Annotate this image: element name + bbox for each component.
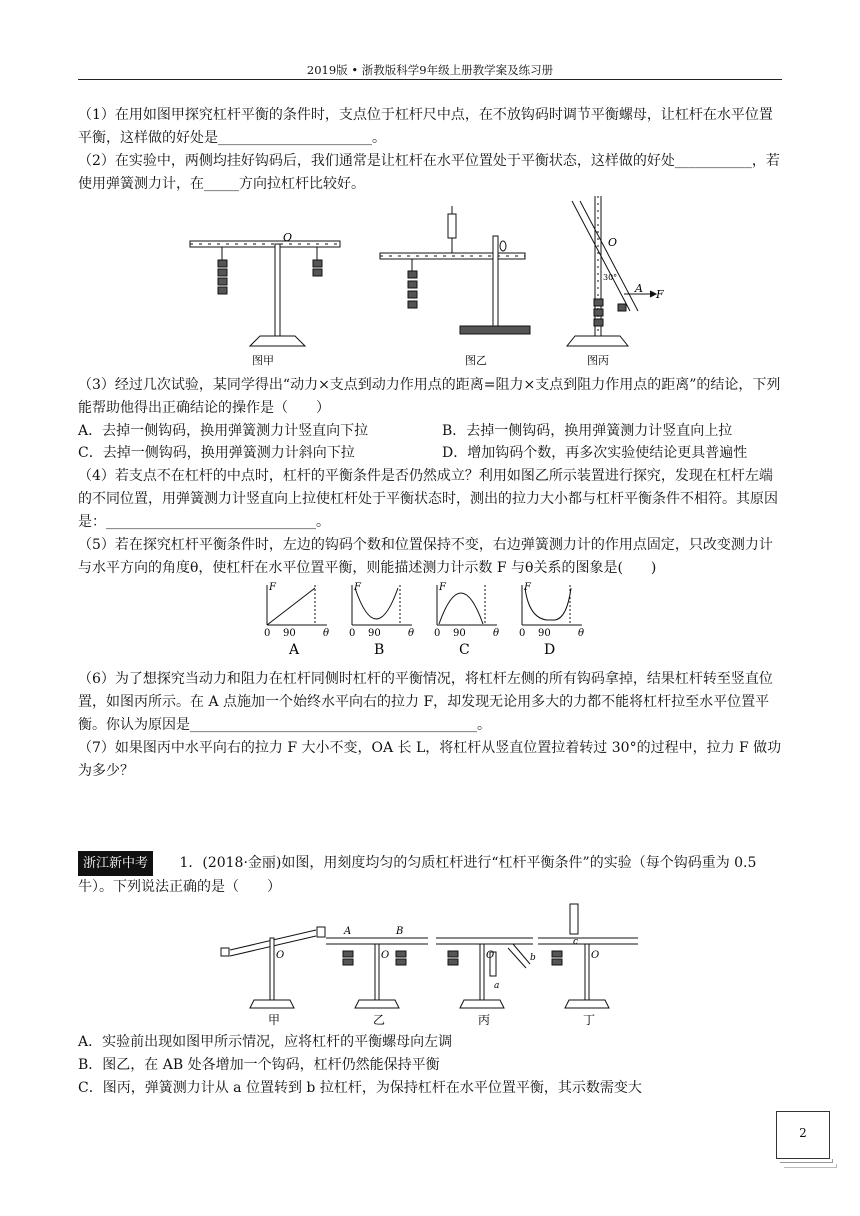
fig-bing-point-a: A bbox=[635, 282, 643, 295]
figure-yi bbox=[380, 206, 530, 334]
section-2-option-a: A．实验前出现如图甲所示情况，应将杠杆的平衡螺母向左调 bbox=[78, 1034, 453, 1050]
fig2-jia-label: 甲 bbox=[268, 1013, 281, 1026]
page-number-shadow bbox=[780, 1159, 833, 1163]
question-7: （7）如果图丙中水平向右的拉力 F 大小不变，OA 长 L，将杠杆从竖直位置拉着转过 30°的过程中，拉力 F 做功为多少？ bbox=[78, 740, 782, 779]
graph-a-axis-f: F bbox=[269, 582, 276, 593]
graph-d-axis-theta: θ bbox=[578, 628, 585, 639]
graph-c-axis-f: F bbox=[439, 582, 446, 593]
question-2: （2）在实验中，两侧均挂好钩码后，我们通常是让杠杆在水平位置处于平衡状态，这样做的好处___________，若使用弹簧测力计，在_____方向拉杠杆比较好。 bbox=[78, 153, 780, 192]
page-number-box bbox=[776, 1111, 830, 1159]
fig-bing-label: 图丙 bbox=[587, 354, 609, 367]
graph-d-axis-f: F bbox=[524, 582, 531, 593]
section-2-option-c: C．图丙，弹簧测力计从 a 位置转到 b 拉杠杆，为保持杠杆在水平位置平衡，其示数需变大 bbox=[78, 1080, 642, 1096]
graph-c-tick: 90 bbox=[453, 628, 466, 639]
graph-a-label: A bbox=[289, 642, 300, 658]
fig-bing-angle: 30° bbox=[603, 273, 618, 282]
graph-d-label: D bbox=[544, 642, 556, 658]
section-2-figures bbox=[218, 896, 648, 1026]
page-number-shadow bbox=[784, 1164, 837, 1168]
graph-b-axis-f: F bbox=[354, 582, 361, 593]
fig2-bing-point-a: a bbox=[494, 981, 500, 991]
lever-experiment-figures bbox=[180, 196, 680, 374]
section-2-option-b: B．图乙，在 AB 处各增加一个钩码，杠杆仍然能保持平衡 bbox=[78, 1057, 440, 1073]
q3-option-a: A．去掉一侧钩码，换用弹簧测力计竖直向下拉 bbox=[78, 423, 369, 439]
question-6: （6）为了想探究当动力和阻力在杠杆同侧时杠杆的平衡情况，将杠杆左侧的所有钩码拿掉，结果杠杆转至竖直位置，如图丙所示。在 A 点施加一个始终水平向右的拉力 F，却发现无论用多大的力都不能将杠杆拉至水平位置平衡。你认为原因是_________________________________________。 bbox=[78, 671, 773, 733]
figure-bing bbox=[567, 196, 656, 346]
figure-jia bbox=[190, 241, 340, 346]
graph-b-label: B bbox=[374, 642, 385, 658]
graph-b-axis-theta: θ bbox=[408, 628, 415, 639]
q3-option-d: D．增加钩码个数，再多次实验使结论更具普遍性 bbox=[442, 445, 748, 461]
fig-bing-point-o: O bbox=[608, 236, 618, 249]
page-number: 2 bbox=[799, 1126, 807, 1140]
graph-c-label: C bbox=[459, 642, 470, 658]
fig2-bing-label: 丙 bbox=[478, 1013, 491, 1026]
fig-yi-label: 图乙 bbox=[465, 354, 487, 367]
question-3: （3）经过几次试验，某同学得出“动力×支点到动力作用点的距离=阻力×支点到阻力作用点的距离”的结论，下列能帮助他得出正确结论的操作是（ ） bbox=[78, 377, 781, 416]
graph-a-axis-theta: θ bbox=[323, 628, 330, 639]
graph-b-origin: 0 bbox=[349, 628, 356, 639]
q3-option-c: C．去掉一侧钩码，换用弹簧测力计斜向下拉 bbox=[78, 445, 355, 461]
graph-c-origin: 0 bbox=[434, 628, 441, 639]
graph-c-axis-theta: θ bbox=[493, 628, 500, 639]
fig-jia-point-o: O bbox=[283, 231, 293, 244]
graph-b-tick: 90 bbox=[368, 628, 381, 639]
fig2-yi-point-o: O bbox=[381, 950, 390, 961]
section-2-question bbox=[78, 851, 784, 899]
question-4: （4）若支点不在杠杆的中点时，杠杆的平衡条件是否仍然成立？利用如图乙所示装置进行探究，发现在杠杆左端的不同位置，用弹簧测力计竖直向上拉使杠杆处于平衡状态时，测出的拉力大小都与杠杆平衡条件不相符。其原因是：______________________________。 bbox=[78, 468, 778, 530]
fig2-bing-point-o: O bbox=[486, 950, 495, 961]
fig2-ding-point-c: c bbox=[573, 937, 579, 947]
fig2-bing-point-b: b bbox=[530, 953, 536, 963]
graph-d-origin: 0 bbox=[519, 628, 526, 639]
graph-d-tick: 90 bbox=[538, 628, 551, 639]
section-tag: 浙江新中考 bbox=[78, 851, 153, 876]
fig-jia-label: 图甲 bbox=[252, 354, 274, 367]
header-rule bbox=[78, 79, 782, 80]
fig-bing-force-f: F bbox=[656, 288, 664, 301]
section-2-q1-text: 1．(2018·金丽)如图，用刻度均匀的匀质杠杆进行“杠杆平衡条件”的实验（每个钩码重为 0.5 牛）。下列说法正确的是（ ） bbox=[78, 855, 757, 895]
page-header: 2019版 • 浙教版科学9年级上册教学案及练习册 bbox=[306, 63, 554, 77]
question-1: （1）在用如图甲探究杠杆平衡的条件时，支点位于杠杆尺中点，在不放钩码时调节平衡螺母，让杠杆在水平位置平衡，这样做的好处是______________________。 bbox=[78, 107, 773, 146]
graph-a-origin: 0 bbox=[264, 628, 271, 639]
fig2-ding-point-o: O bbox=[591, 950, 600, 961]
question-5: （5）若在探究杠杆平衡条件时，左边的钩码个数和位置保持不变，右边弹簧测力计的作用点固定，只改变测力计与水平方向的角度θ，使杠杆在水平位置平衡，则能描述测力计示数 F 与θ关系的图象是( ) bbox=[78, 537, 773, 576]
fig2-yi-label: 乙 bbox=[373, 1013, 386, 1026]
fig2-ding-label: 丁 bbox=[583, 1013, 596, 1026]
fig2-yi-point-b: B bbox=[396, 926, 404, 937]
f-theta-graphs bbox=[255, 580, 605, 662]
q3-option-b: B．去掉一侧钩码，换用弹簧测力计竖直向上拉 bbox=[442, 423, 733, 439]
fig2-yi-point-a: A bbox=[344, 926, 352, 937]
fig2-jia-point-o: O bbox=[276, 950, 285, 961]
graph-a-tick: 90 bbox=[283, 628, 296, 639]
